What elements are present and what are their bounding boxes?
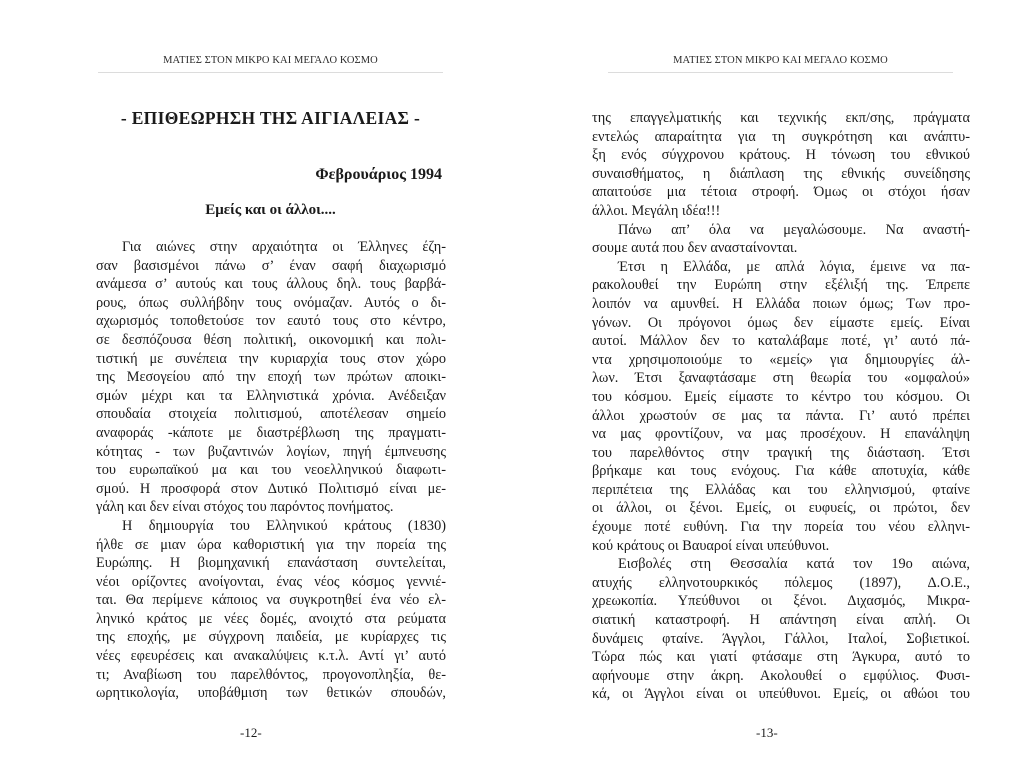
text-line: τιστική με συνέπεια την κυριαρχία τους στον χώρο (96, 350, 446, 367)
text-line: περιπέτεια της Ελλάδας και του ελληνισμού, φταίνε (592, 481, 970, 498)
text-line: να μας φροντίζουν, να μας προσέχουν. Η επανάληψη (592, 426, 970, 443)
header-rule (98, 72, 443, 73)
text-line: του κόσμου. Εμείς είμαστε το κέντρο του κόσμου. Οι (592, 388, 970, 405)
text-line: αναφοράς -κάποτε με διαστρέβλωση της πραγματι- (96, 424, 446, 441)
text-line: κού κράτους οι Βαυαροί είναι υπεύθυνοι. (592, 537, 830, 554)
article-date: Φεβρουάριος 1994 (315, 166, 442, 183)
right-page (512, 0, 1024, 768)
text-line: κά, οι Άγγλοι είναι οι υπεύθυνοι. Εμείς, οι αθώοι του (592, 686, 970, 703)
text-line: κότητας - των βυζαντινών λογίων, πηγή έμπνευσης (96, 443, 446, 460)
text-line: λοιπόν να αμυνθεί. Η Ελλάδα ποιων όμως; Των προ- (592, 295, 970, 312)
text-line: ανάμεσα σ’ αυτούς και τους άλλους δηλ. τους βαρβά- (96, 276, 446, 293)
text-line: νέοι ορίζοντες ανοίγονται, ένας νέος κόσμος γεννιέ- (96, 573, 446, 590)
text-line: Για αιώνες στην αρχαιότητα οι Έλληνες έζη- (122, 239, 446, 255)
text-line: Πάνω απ’ όλα να μεγαλώσουμε. Να αναστή- (618, 221, 970, 238)
text-line: της επαγγελματικής και τεχνικής εκπ/σης, πράγματα (592, 110, 970, 126)
text-line: ατυχής ελληνοτουρκικός πόλεμος (1897), Δ.Ο.Ε., (592, 574, 970, 591)
text-line: ξη ενός σύγχρονου κράτους. Η τόνωση του εθνικού (592, 147, 970, 164)
text-line: λων. Έτσι ξαναφτάσαμε στη θεωρία του «ομφαλού» (592, 370, 970, 387)
text-line: εντελώς απαραίτητα για τη συγκρότηση και ανάπτυ- (592, 128, 970, 145)
text-line: αφήνουμε στην άκρη. Ακολουθεί ο εμφύλιος. Φυσι- (592, 667, 970, 684)
text-line: έχουμε ποτέ ευθύνη. Για την πορεία του νέου ελληνι- (592, 519, 970, 536)
text-line: ρους, όπως συλλήβδην τους ονόμαζαν. Αυτός ο δι- (96, 294, 446, 311)
article-subtitle: Εμείς και οι άλλοι.... (205, 202, 336, 218)
text-line: αχωρισμός τοποθετούσε τον εαυτό τους στο κέντρο, (96, 313, 446, 330)
text-line: ται. Θα περίμενε κάποιος να συγκροτηθεί ένα νέο ελ- (96, 592, 446, 609)
text-line: σιατική καταστροφή. Η απάντηση είναι απλή. Οι (592, 612, 970, 629)
running-head: ΜΑΤΙΕΣ ΣΤΟΝ ΜΙΚΡΟ ΚΑΙ ΜΕΓΑΛΟ ΚΟΣΜΟ (163, 55, 378, 66)
text-line: Ευρώπης. Η βιομηχανική επανάσταση συντελείται, (96, 555, 446, 572)
text-line: Εισβολές στη Θεσσαλία κατά τον 19ο αιώνα, (618, 556, 970, 573)
text-line: οι άλλοι, οι ξένοι. Εμείς, οι ευφυείς, οι πρώτοι, δεν (592, 500, 970, 517)
text-line: απαιτούσε μια τέτοια στροφή. Όμως οι στόχοι ήσαν (592, 184, 970, 201)
text-line: τι; Αναβίωση του παρελθόντος, προγονοπληξία, θε- (96, 666, 446, 683)
text-line: ήλθε σε μιαν ώρα καθοριστική για την πορεία της (96, 536, 446, 553)
text-line: σμών μέχρι και τα Ελληνιστικά χρόνια. Ανέδειξαν (96, 387, 446, 404)
text-line: σουμε αυτά που δεν ανασταίνονται. (592, 240, 798, 257)
text-line: της εποχής, με σύγχρονη παιδεία, με κυρίαρχες τις (96, 629, 446, 646)
text-line: σε δεσπόζουσα θέση πολιτική, οικονομική και πολι- (96, 331, 446, 348)
text-line: αυτοί. Μάλλον δεν το καταλάβαμε ποτέ, γι’ αυτό πά- (592, 333, 970, 350)
body-text (96, 238, 446, 703)
text-line: χρεωκοπία. Υπεύθυνοι οι ξένοι. Διχασμός, Μικρα- (592, 593, 970, 610)
text-line: του παρελθόντος στην τραγική της διάσταση. Έτσι (592, 444, 970, 461)
section-title: - ΕΠΙΘΕΩΡΗΣΗ ΤΗΣ ΑΙΓΙΑΛΕΙΑΣ - (120, 108, 421, 128)
text-line: ωρητικολογία, υποβάθμιση των θετικών σπουδών, (96, 685, 446, 702)
page-number: -12- (240, 725, 262, 740)
text-line: ρακολουθεί την Ευρώπη στην εξέλιξή της. Έπρεπε (592, 277, 970, 294)
text-line: του ευρωπαϊκού μα και του νεοελληνικού διαφωτι- (96, 462, 446, 479)
text-line: σπουδαία στοιχεία πολιτισμού, αποτέλεσαν σημείο (96, 406, 446, 423)
text-line: σαν βασισμένοι πάνω σ’ έναν σαφή διαχωρισμό (96, 257, 446, 274)
text-line: ληνικό κράτος με νέες δομές, ανοιχτό στα ρεύματα (96, 610, 446, 627)
text-line: γόνων. Οι πρόγονοι όμως δεν είμαστε εμείς. Είναι (592, 314, 970, 331)
text-line: συναισθήματος, η διάπλαση της εθνικής συνείδησης (592, 165, 970, 182)
page-number: -13- (756, 725, 778, 740)
text-line: δυνάμεις φταίνε. Άγγλοι, Γάλλοι, Ιταλοί, Σοβιετικοί. (592, 630, 970, 647)
running-head: ΜΑΤΙΕΣ ΣΤΟΝ ΜΙΚΡΟ ΚΑΙ ΜΕΓΑΛΟ ΚΟΣΜΟ (673, 55, 888, 66)
body-text (592, 109, 970, 704)
text-line: νέες εφευρέσεις και ανακαλύψεις κ.τ.λ. Αντί γι’ αυτό (96, 648, 446, 665)
text-line: βρήκαμε και τους ενόχους. Για κάθε αποτυχία, κάθε (592, 463, 970, 480)
text-line: άλλοι χρωστούν σε μας τα πάντα. Γι’ αυτό πρέπει (592, 407, 970, 424)
text-line: άλλοι. Μεγάλη ιδέα!!! (592, 202, 721, 219)
text-line: γάλη και δεν είναι στόχος του παρόντος πονήματος. (96, 499, 394, 516)
text-line: της Μεσογείου από την εποχή των πρώτων αποικι- (96, 369, 446, 386)
text-line: Τώρα πώς και γιατί φτάσαμε στη Άγκυρα, αυτό το (592, 649, 970, 666)
text-line: σμού. Η προσφορά στον Δυτικό Πολιτισμό είναι με- (96, 480, 446, 497)
text-line: Η δημιουργία του Ελληνικού κράτους (1830) (122, 517, 446, 534)
text-line: Έτσι η Ελλάδα, με απλά λόγια, έμεινε να πα- (618, 258, 970, 275)
text-line: ντα χρησιμοποιούμε το «εμείς» για δημιουργίες άλ- (592, 351, 970, 368)
header-rule (608, 72, 953, 73)
